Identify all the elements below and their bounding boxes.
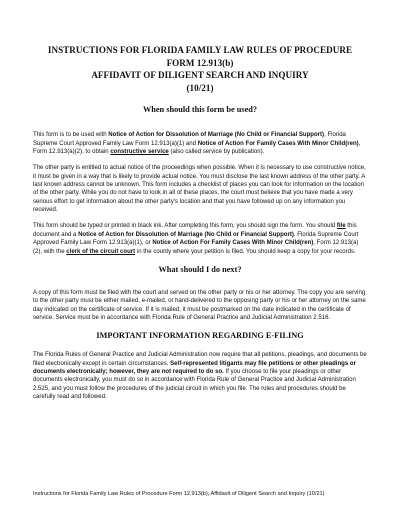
section-heading-when: When should this form be used? — [142, 105, 258, 115]
doc-title-line-2: FORM 12.913(b) — [166, 57, 234, 68]
constructive-service-term: constructive service — [110, 149, 169, 156]
doc-title-line-1: INSTRUCTIONS FOR FLORIDA FAMILY LAW RULES OF PROCEDURE — [47, 45, 353, 55]
doc-title-line-4: (10/21) — [186, 82, 214, 93]
doc-title-line-3: AFFIDAVIT OF DILIGENT SEARCH AND INQUIRY — [91, 70, 309, 81]
section-heading-next: What should I do next? — [158, 264, 242, 274]
notice-minor-children-bold-2: Notice of Action For Family Cases With Minor Child(ren) — [152, 240, 314, 247]
paragraph-filing: This form should be typed or printed in black ink. After completing this form, you should sign the form. You should file this document and a Notice of Action for Dissolution of Marriage (No Child or Financial Support), Florida Supreme Court Approved Family Law Form 12.913(a)(1), or Notice of Action For Family Cases With Minor Child(ren), Form 12.913(a)(2), with the clerk of the circuit court in the county where your petition is filed. You should keep a copy for your records. — [33, 223, 359, 255]
section-heading-efiling: IMPORTANT INFORMATION REGARDING E-FILING — [96, 331, 304, 341]
paragraph-notice: The other party is entitled to actual notice of the proceedings when possible. When it is necessary to use constructive notice, it must be given in a way that is likely to provide actual notice. You must disclose the last known address of the other party. A last known address cannot be unknown. This form includes a checklist of places you can look for information on the location of the other party. While you do not have to look in all of these places, the court must believe that you have made a very serious effort to get information about the other party's location and that you have followed up on any information you received. — [33, 165, 366, 214]
page-footer: Instructions for Florida Family Law Rules of Procedure Form 12.913(b), Affidavit of Diligent Search and Inquiry (10/21) — [33, 491, 325, 497]
paragraph-service: A copy of this form must be filed with the court and served on the other party or his or her attorney. The copy you are serving to the other party must be either mailed, e-mailed, or hand-delivered to the opposing party or his or her attorney on the same day indicated on the certificate of service. If it is mailed, it must be postmarked on the date indicated in the certificate of service. Service must be in accordance with Florida Rule of General Practice and Judicial Administration 2.516. — [33, 289, 366, 321]
notice-dissolution-bold: Notice of Action for Dissolution of Marriage (No Child or Financial Support) — [108, 132, 325, 139]
file-term: file — [336, 223, 346, 230]
self-represented-bold: Self-represented litigants may file petitions or other pleadings or documents electronically; however, they are not required to do so. — [33, 360, 356, 375]
notice-minor-children-bold: Notice of Action For Family Cases With Minor Child(ren) — [197, 140, 359, 147]
paragraph-efiling: The Florida Rules of General Practice and Judicial Administration now require that all petitions, pleadings, and documents be filed electronically except in certain circumstances. Self-represented litigants may file petitions or other pleadings or documents electronically; however, they are not required to do so. If you choose to file your pleadings or other documents electronically, you must do so in accordance with Florida Rule of General Practice and Judicial Administration 2.525, and you must follow the procedures of the judicial circuit in which you file. The rules and procedures should be carefully read and followed. — [33, 352, 367, 400]
clerk-term: clerk of the circuit court — [66, 248, 136, 255]
paragraph-usage: This form is to be used with Notice of Action for Dissolution of Marriage (No Child or Financial Support), Florida Supreme Court Approved Family Law Form 12.913(a)(1) and Notice of Action For Family Cases With Minor Child(ren), Form 12.913(a)(2), to obtain constructive service (also called service by publication). — [33, 132, 361, 156]
notice-dissolution-bold-2: Notice of Action for Dissolution of Marriage (No Child or Financial Support) — [78, 231, 294, 238]
